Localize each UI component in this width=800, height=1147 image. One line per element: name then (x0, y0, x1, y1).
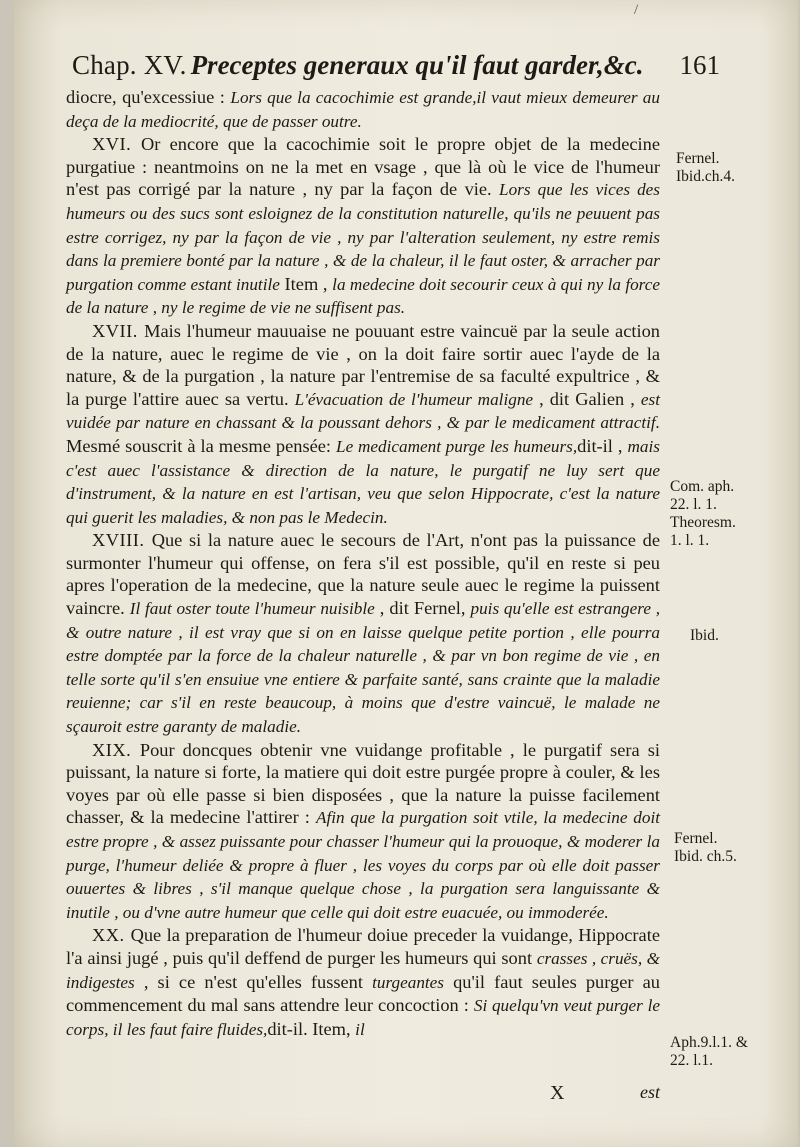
text-run: Item , (279, 273, 333, 294)
margin-note-fernel-1 (676, 150, 735, 186)
text-run: dit-il , (577, 435, 628, 456)
margin-note-line: 22. l.1. (670, 1052, 714, 1069)
margin-note-fernel-2 (674, 830, 737, 866)
paragraph-number: XVI. (92, 134, 141, 155)
text-run: Que si la nature auec le secours de l'Art, n'ont pas la puissance de surmonter l'humeur qui offense, on fera s'il est possible, qu'il en reste si peu apres l'operation de la medecine, que la nature seule auec le regime la puissent vaincre. (66, 530, 660, 619)
text-run: qu'il faut seules purger au commencement du mal sans attendre leur concoction : (66, 971, 660, 1016)
text-run: diocre, qu'excessiue : (66, 87, 231, 107)
italic-quote: Afin que la purgation soit vtile, la medecine doit estre propre , & assez puissante pour chasser l'humeur qui la prouoque, & moderer la purge, l'humeur deliée & propre à fluer , les voyes du corps par où elle doit passer ouuertes & libres , s'il manque quelque chose , la purgation sera languissante & inutile , ou d'vne autre humeur que celle qui doit estre euacuée, ou immoderée. (66, 808, 660, 922)
italic-quote: il (355, 1019, 365, 1039)
italic-quote: est vuidée par nature en chassant & la poussant dehors , & par le medicament attractif. (66, 389, 660, 433)
italic-quote: turgeantes (372, 972, 444, 992)
text-run: Pour doncques obtenir vne vuidange profitable , le purgatif sera si puissant, la nature si forte, la matiere qui doit estre purgée propre à couler, & les voyes par où elle passe si bien disposées , que la nature la puisse facilement chasser, & la medecine l'attirer : (66, 739, 660, 828)
italic-quote: mais c'est auec l'assistance & direction de la nature, le purgatif ne luy sert que d'instrument, & la nature en est l'artisan, veu que selon Hippocrate, c'est la nature qui guerit les maladies, & non pas le Medecin. (66, 436, 660, 527)
chapter-title: Preceptes generaux qu'il faut garder,&c. (190, 50, 644, 80)
text-run: Mais l'humeur mauuaise ne pouuant estre vaincuë par la seule action de la nature, auec le regime de vie , on la doit faire sortir auec l'ayde de la nature, & de la purgation , la nature par l'entremise de sa faculté expultrice , & la purge l'attire auec sa vertu. (66, 320, 660, 409)
paragraph-number: XX. (92, 925, 131, 946)
margin-note-line: 22. l. 1. (670, 496, 717, 513)
margin-note-line: Theoresm. (670, 514, 736, 531)
paragraph-number: XIX. (92, 739, 140, 760)
paragraph-number: XVII. (92, 320, 145, 341)
text-run: , dit Galien , (533, 388, 641, 409)
paragraph-continuation (66, 86, 660, 133)
margin-note-ibid (690, 627, 719, 645)
main-text (66, 86, 660, 1041)
paragraph-number: XVIII. (92, 530, 152, 551)
paragraph-xx (66, 924, 660, 1041)
paragraph-xviii (66, 529, 660, 738)
margin-note-line: Ibid. ch.5. (674, 848, 737, 865)
italic-quote: L'évacuation de l'humeur maligne (294, 389, 534, 409)
paragraph-xvii (66, 320, 660, 529)
paragraph-xvi (66, 133, 660, 320)
italic-quote: la medecine doit secourir ceux à qui ny la force de la nature , ny le regime de vie ne suffisent pas. (66, 274, 660, 318)
text-run: Or encore que la cacochimie soit le propre objet de la medecine purgatiue : neantmoins on ne la met en vsage , que là où le vice de l'humeur n'est pas corrigé par la nature , ny par la façon de vie. (66, 134, 660, 200)
italic-quote: puis qu'elle est estrangere , & outre nature , il est vray que si on en laisse quelque petite portion , elle pourra estre domptée par la force de la chaleur naturelle , & par vn bon regime de vie , en telle sorte qu'il s'en ensuiue vne entiere & parfaite santé, sans crainte que la maladie reuienne; car s'il en reste beaucoup, à moins que d'estre vaincuë, le malade ne sçauroit estre garanty de maladie. (66, 599, 660, 737)
margin-note-line: Ibid.ch.4. (676, 168, 735, 185)
italic-quote: crasses , cruës, & indigestes (66, 948, 660, 992)
text-run: , si ce n'est qu'elles fussent (134, 971, 373, 992)
margin-note-line: 1. l. 1. (670, 532, 710, 549)
page-number: 161 (679, 50, 720, 80)
margin-note-com-aph (670, 478, 736, 550)
signature-mark: X (550, 1082, 565, 1104)
paragraph-xix (66, 739, 660, 925)
text-run: , dit Fernel, (374, 598, 471, 619)
text-run: Que la preparation de l'humeur doiue preceder la vuidange, Hippocrate l'a ainsi jugé , puis qu'il deffend de purger les humeurs qui sont (66, 925, 660, 968)
margin-note-line: Com. aph. (670, 478, 735, 495)
italic-quote: Lors que les vices des humeurs ou des sucs sont esloignez de la constitution naturelle, qu'ils ne peuuent pas estre corrigez, ny par la façon de vie , ny par l'alteration seulement, ny estre remis dans la premiere bonté par la nature , & de la chaleur, il le faut oster, & arracher par purgation comme estant inutile (66, 180, 660, 294)
margin-note-line: Fernel. (674, 830, 718, 847)
chapter-label: Chap. XV. (72, 50, 187, 80)
italic-quote: Le medicament purge les humeurs, (336, 436, 578, 456)
italic-quote: Il faut oster toute l'humeur nuisible (129, 599, 375, 619)
catchword: est (640, 1082, 660, 1102)
italic-quote: Lors que la cacochimie est grande,il vaut mieux demeurer au deça de la mediocrité, que de passer outre. (66, 88, 660, 131)
running-header (72, 50, 720, 88)
margin-note-line: Aph.9.l.1. & (670, 1034, 748, 1051)
margin-note-line: Fernel. (676, 150, 720, 167)
book-page (14, 0, 798, 1147)
italic-quote: Si quelqu'vn veut purger le corps, il les faut faire fluides, (66, 996, 660, 1039)
text-run: Mesmé souscrit à la mesme pensée: (66, 435, 337, 456)
text-run: dit-il. Item, (267, 1018, 356, 1039)
margin-note-aph (670, 1034, 748, 1070)
margin-note-line: Ibid. (690, 627, 719, 644)
folio-mark: / (634, 2, 639, 18)
